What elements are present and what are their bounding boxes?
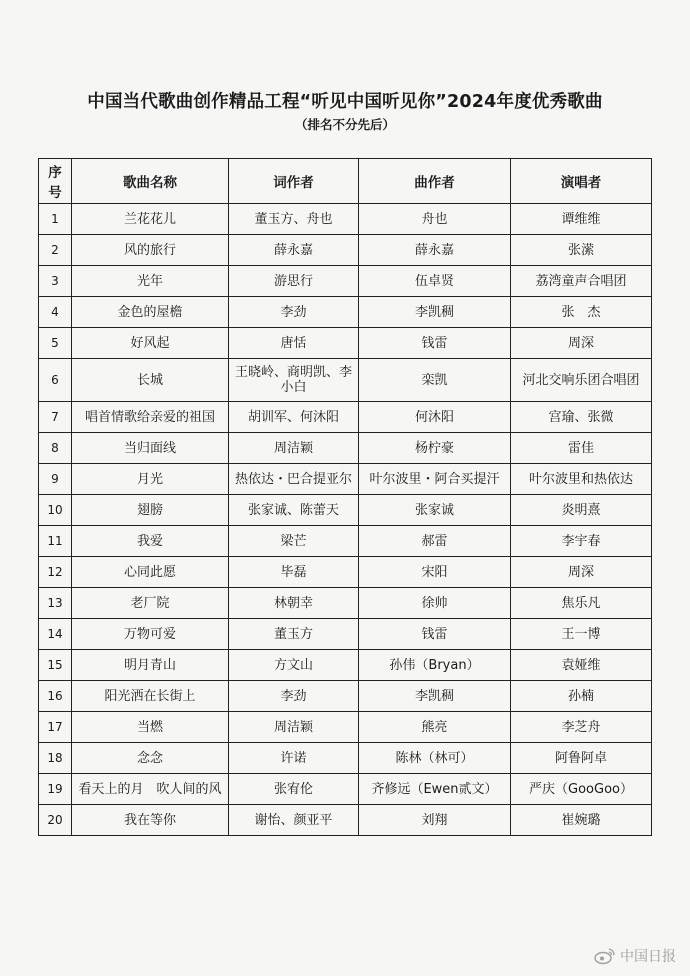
cell-lyricist: 林朝幸 — [229, 588, 359, 619]
cell-lyricist: 热依达・巴合提亚尔 — [229, 464, 359, 495]
cell-lyricist: 方文山 — [229, 650, 359, 681]
cell-lyricist: 李劲 — [229, 297, 359, 328]
cell-composer: 舟也 — [359, 204, 511, 235]
cell-singer: 李宇春 — [511, 526, 652, 557]
table-row — [39, 402, 652, 433]
cell-index: 11 — [39, 526, 72, 557]
cell-song: 好风起 — [72, 328, 229, 359]
cell-index: 19 — [39, 774, 72, 805]
cell-lyricist: 周洁颖 — [229, 712, 359, 743]
weibo-icon — [594, 947, 616, 965]
cell-singer: 宫瑜、张微 — [511, 402, 652, 433]
table-body — [39, 204, 652, 836]
table-row — [39, 464, 652, 495]
cell-composer: 钱雷 — [359, 328, 511, 359]
table-row — [39, 204, 652, 235]
cell-composer: 何沐阳 — [359, 402, 511, 433]
table-row — [39, 495, 652, 526]
cell-song: 看天上的月 吹人间的风 — [72, 774, 229, 805]
cell-song: 当燃 — [72, 712, 229, 743]
cell-song: 唱首情歌给亲爱的祖国 — [72, 402, 229, 433]
cell-index: 8 — [39, 433, 72, 464]
cell-composer: 李凯稠 — [359, 681, 511, 712]
cell-song: 心同此愿 — [72, 557, 229, 588]
cell-singer: 严庆（GooGoo） — [511, 774, 652, 805]
cell-index: 3 — [39, 266, 72, 297]
table-row — [39, 619, 652, 650]
cell-song: 长城 — [72, 359, 229, 402]
cell-song: 老厂院 — [72, 588, 229, 619]
table-row — [39, 266, 652, 297]
cell-index: 13 — [39, 588, 72, 619]
cell-lyricist: 毕磊 — [229, 557, 359, 588]
watermark — [594, 946, 676, 966]
cell-composer: 张家诚 — [359, 495, 511, 526]
cell-song: 阳光洒在长街上 — [72, 681, 229, 712]
cell-lyricist: 张宥伦 — [229, 774, 359, 805]
cell-index: 5 — [39, 328, 72, 359]
cell-index: 2 — [39, 235, 72, 266]
cell-index: 6 — [39, 359, 72, 402]
cell-singer: 袁娅维 — [511, 650, 652, 681]
cell-singer: 焦乐凡 — [511, 588, 652, 619]
cell-lyricist: 游思行 — [229, 266, 359, 297]
cell-index: 20 — [39, 805, 72, 836]
cell-song: 金色的屋檐 — [72, 297, 229, 328]
table-row — [39, 328, 652, 359]
cell-song: 兰花花儿 — [72, 204, 229, 235]
cell-index: 18 — [39, 743, 72, 774]
cell-composer: 郝雷 — [359, 526, 511, 557]
cell-index: 15 — [39, 650, 72, 681]
cell-singer: 雷佳 — [511, 433, 652, 464]
cell-song: 念念 — [72, 743, 229, 774]
cell-composer: 宋阳 — [359, 557, 511, 588]
cell-composer: 李凯稠 — [359, 297, 511, 328]
cell-singer: 王一博 — [511, 619, 652, 650]
cell-composer: 薛永嘉 — [359, 235, 511, 266]
cell-song: 光年 — [72, 266, 229, 297]
cell-index: 16 — [39, 681, 72, 712]
header-lyricist: 词作者 — [229, 159, 359, 204]
watermark-text: 中国日报 — [620, 949, 676, 965]
table-row — [39, 712, 652, 743]
cell-singer: 崔婉璐 — [511, 805, 652, 836]
header-index: 序号 — [39, 159, 72, 204]
cell-lyricist: 胡训军、何沐阳 — [229, 402, 359, 433]
table-header-row — [39, 159, 652, 204]
cell-index: 10 — [39, 495, 72, 526]
cell-song: 万物可爱 — [72, 619, 229, 650]
header-composer: 曲作者 — [359, 159, 511, 204]
cell-lyricist: 董玉方 — [229, 619, 359, 650]
cell-composer: 徐帅 — [359, 588, 511, 619]
cell-composer: 伍卓贤 — [359, 266, 511, 297]
cell-index: 4 — [39, 297, 72, 328]
table-row — [39, 433, 652, 464]
cell-lyricist: 李劲 — [229, 681, 359, 712]
table-row — [39, 297, 652, 328]
cell-composer: 叶尔波里・阿合买提汗 — [359, 464, 511, 495]
cell-song: 我爱 — [72, 526, 229, 557]
header-singer: 演唱者 — [511, 159, 652, 204]
cell-index: 12 — [39, 557, 72, 588]
cell-composer: 栾凯 — [359, 359, 511, 402]
cell-lyricist: 周洁颖 — [229, 433, 359, 464]
table-row — [39, 526, 652, 557]
table-row — [39, 743, 652, 774]
cell-composer: 熊亮 — [359, 712, 511, 743]
cell-singer: 河北交响乐团合唱团 — [511, 359, 652, 402]
table-row — [39, 681, 652, 712]
cell-song: 风的旅行 — [72, 235, 229, 266]
cell-composer: 杨柠豪 — [359, 433, 511, 464]
cell-index: 14 — [39, 619, 72, 650]
cell-index: 9 — [39, 464, 72, 495]
cell-song: 翅膀 — [72, 495, 229, 526]
cell-lyricist: 梁芒 — [229, 526, 359, 557]
cell-lyricist: 许诺 — [229, 743, 359, 774]
cell-composer: 陈林（林可） — [359, 743, 511, 774]
cell-singer: 李芝舟 — [511, 712, 652, 743]
cell-singer: 周深 — [511, 328, 652, 359]
table-row — [39, 557, 652, 588]
cell-singer: 孙楠 — [511, 681, 652, 712]
cell-lyricist: 薛永嘉 — [229, 235, 359, 266]
table-row — [39, 359, 652, 402]
songs-table — [38, 158, 652, 836]
cell-singer: 周深 — [511, 557, 652, 588]
cell-lyricist: 唐恬 — [229, 328, 359, 359]
cell-singer: 荔湾童声合唱团 — [511, 266, 652, 297]
cell-index: 17 — [39, 712, 72, 743]
cell-index: 1 — [39, 204, 72, 235]
document-subtitle: （排名不分先后） — [294, 117, 395, 132]
cell-composer: 刘翔 — [359, 805, 511, 836]
table-row — [39, 588, 652, 619]
cell-lyricist: 董玉方、舟也 — [229, 204, 359, 235]
document-title: 中国当代歌曲创作精品工程“听见中国听见你”2024年度优秀歌曲 — [87, 92, 603, 112]
cell-index: 7 — [39, 402, 72, 433]
cell-singer: 谭维维 — [511, 204, 652, 235]
cell-song: 我在等你 — [72, 805, 229, 836]
cell-singer: 叶尔波里和热依达 — [511, 464, 652, 495]
cell-song: 明月青山 — [72, 650, 229, 681]
cell-lyricist: 张家诚、陈蕾天 — [229, 495, 359, 526]
cell-singer: 阿鲁阿卓 — [511, 743, 652, 774]
cell-lyricist: 谢怡、颜亚平 — [229, 805, 359, 836]
cell-singer: 张潆 — [511, 235, 652, 266]
table-row — [39, 650, 652, 681]
cell-song: 当归面线 — [72, 433, 229, 464]
header-song: 歌曲名称 — [72, 159, 229, 204]
cell-singer: 炎明熹 — [511, 495, 652, 526]
cell-lyricist: 王晓岭、商明凯、李小白 — [229, 359, 359, 402]
cell-composer: 钱雷 — [359, 619, 511, 650]
table-row — [39, 235, 652, 266]
cell-singer: 张 杰 — [511, 297, 652, 328]
cell-composer: 孙伟（Bryan） — [359, 650, 511, 681]
table-row — [39, 805, 652, 836]
cell-composer: 齐修远（Ewen贰文） — [359, 774, 511, 805]
cell-song: 月光 — [72, 464, 229, 495]
table-row — [39, 774, 652, 805]
